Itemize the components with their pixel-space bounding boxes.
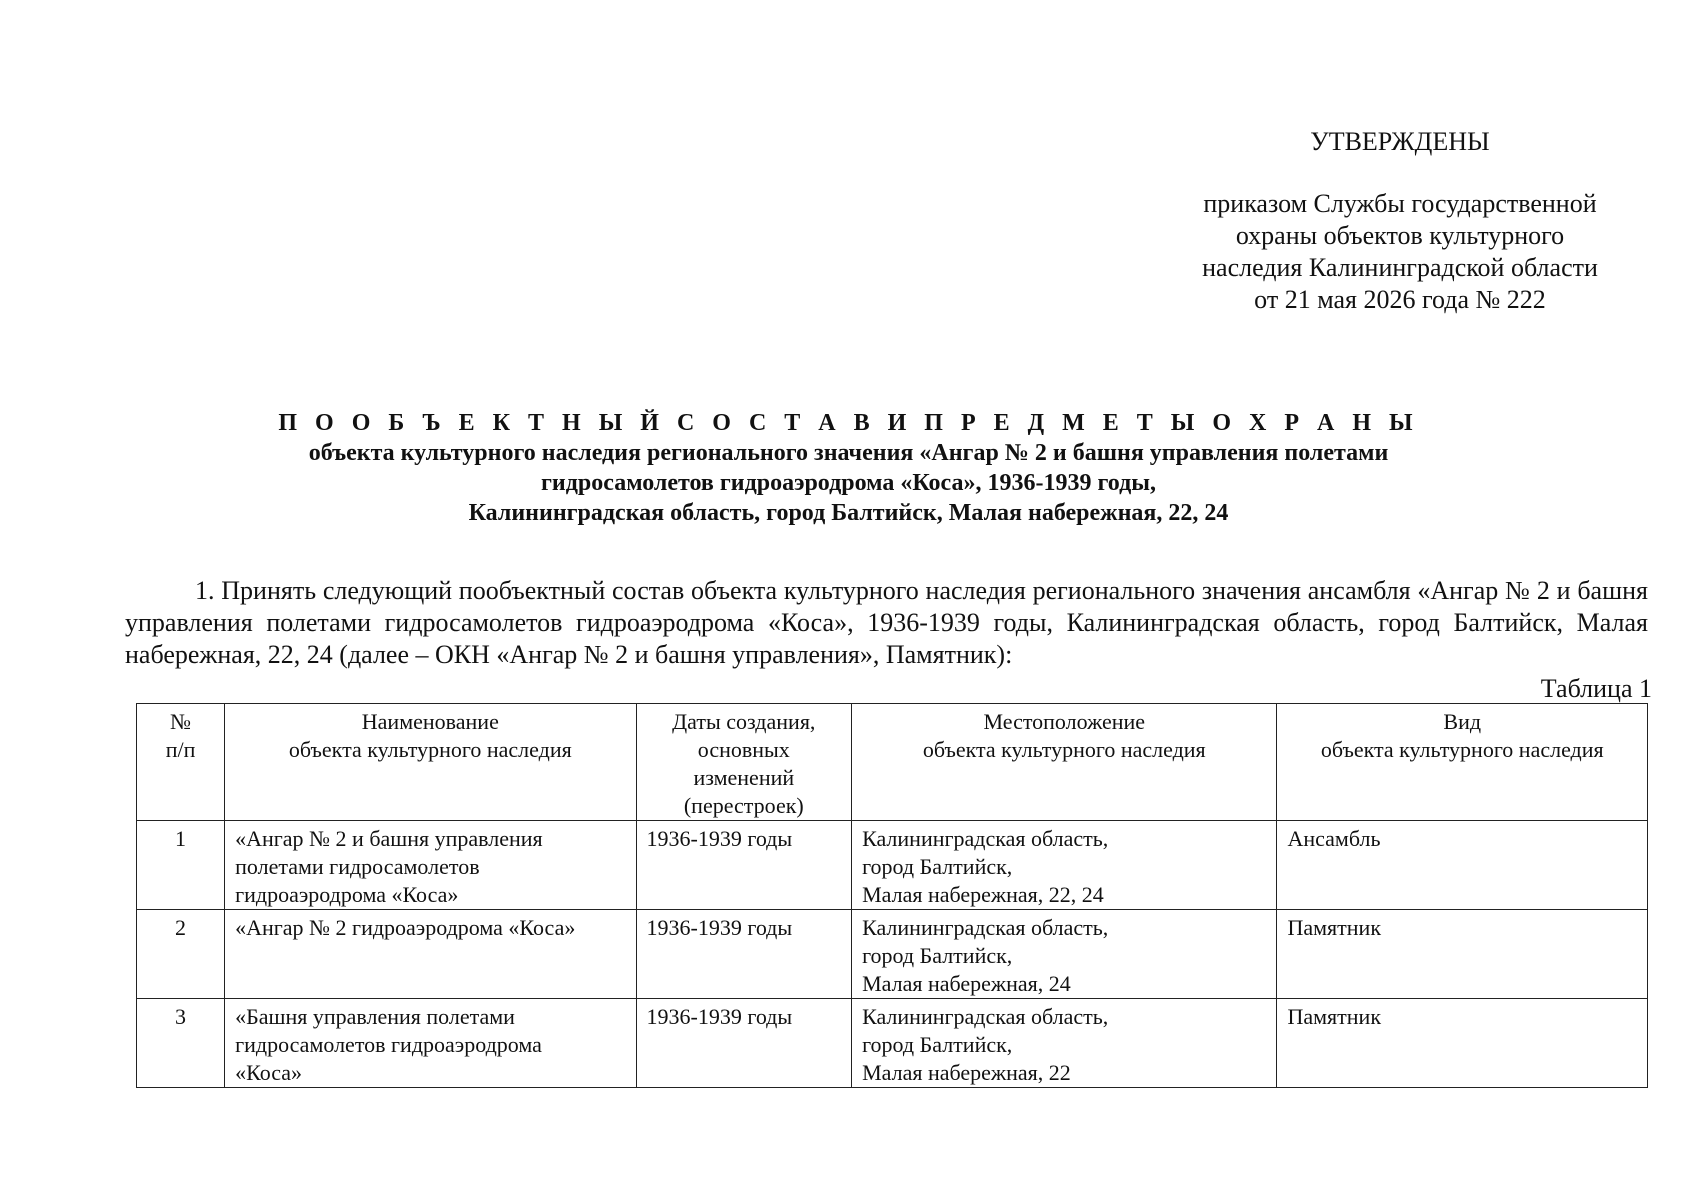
header-text: объекта культурного наследия — [1320, 737, 1604, 762]
header-text: Местоположение — [983, 709, 1146, 734]
header-location — [852, 704, 1277, 821]
approval-line: наследия Калининградской области — [1202, 253, 1598, 282]
cell-text: «Ангар № 2 и башня управления — [235, 826, 543, 851]
header-kind — [1277, 704, 1648, 821]
cell-text: Калининградская область, — [862, 1004, 1109, 1029]
approval-title: УТВЕРЖДЕНЫ — [1310, 127, 1490, 156]
header-date — [636, 704, 852, 821]
objects-table — [136, 703, 1648, 1088]
cell-num: 1 — [137, 821, 225, 910]
document-heading — [100, 408, 1597, 528]
document-subtitle-line: гидросамолетов гидроаэродрома «Коса», 1936-1939 годы, — [541, 470, 1156, 496]
cell-date: 1936-1939 годы — [636, 910, 852, 999]
cell-name — [225, 999, 636, 1088]
cell-text: Малая набережная, 24 — [862, 971, 1071, 996]
header-text: (перестроек) — [683, 793, 804, 818]
cell-text: «Коса» — [235, 1060, 303, 1085]
cell-name — [225, 910, 636, 999]
table-row — [137, 821, 1648, 910]
header-name — [225, 704, 636, 821]
cell-kind: Памятник — [1277, 910, 1648, 999]
cell-kind: Ансамбль — [1277, 821, 1648, 910]
header-text: Наименование — [361, 709, 499, 734]
approval-line: от 21 мая 2026 года № 222 — [1254, 285, 1546, 314]
document-subtitle-line: объекта культурного наследия регионального значения «Ангар № 2 и башня управления полетами — [308, 440, 1389, 466]
table-row — [137, 999, 1648, 1088]
cell-kind: Памятник — [1277, 999, 1648, 1088]
cell-text: гидросамолетов гидроаэродрома — [235, 1032, 542, 1057]
cell-text: Калининградская область, — [862, 826, 1109, 851]
cell-location — [852, 910, 1277, 999]
header-text: Вид — [1443, 709, 1482, 734]
header-text: изменений — [693, 765, 795, 790]
table-caption: Таблица 1 — [1540, 674, 1652, 703]
cell-text: город Балтийск, — [862, 854, 1013, 879]
approval-line: приказом Службы государственной — [1203, 189, 1597, 218]
table-row — [137, 910, 1648, 999]
cell-text: Малая набережная, 22, 24 — [862, 882, 1104, 907]
cell-text: город Балтийск, — [862, 943, 1013, 968]
cell-num: 2 — [137, 910, 225, 999]
cell-text: Малая набережная, 22 — [862, 1060, 1071, 1085]
approval-line: охраны объектов культурного — [1235, 221, 1565, 250]
header-text: Даты создания, — [672, 709, 816, 734]
document-title: П О О Б Ъ Е К Т Н Ы Й С О С Т А В И П Р Е Д М Е Т Ы О Х Р А Н Ы — [278, 410, 1419, 436]
table-header-row — [137, 704, 1648, 821]
approval-block — [1180, 126, 1620, 316]
cell-name — [225, 821, 636, 910]
cell-text: «Ангар № 2 гидроаэродрома «Коса» — [235, 915, 576, 940]
cell-num: 3 — [137, 999, 225, 1088]
cell-date: 1936-1939 годы — [636, 999, 852, 1088]
document-subtitle-line: Калининградская область, город Балтийск, Малая набережная, 22, 24 — [468, 500, 1229, 526]
header-text: объекта культурного наследия — [288, 737, 572, 762]
cell-location — [852, 999, 1277, 1088]
cell-location — [852, 821, 1277, 910]
cell-text: город Балтийск, — [862, 1032, 1013, 1057]
intro-paragraph: 1. Принять следующий пообъектный состав объекта культурного наследия регионального значения ансамбля «Ангар № 2 и башня управления полетами гидросамолетов гидроаэродрома «Коса», 1936-1939 годы, Калининградская область, город Балтийск, Малая набережная, 22, 24 (далее – ОКН «Ангар № 2 и башня управления», Памятник): — [125, 576, 1648, 669]
cell-date: 1936-1939 годы — [636, 821, 852, 910]
cell-text: Калининградская область, — [862, 915, 1109, 940]
header-text: объекта культурного наследия — [922, 737, 1206, 762]
header-text: п/п — [165, 737, 196, 762]
header-text: № — [170, 709, 192, 734]
header-text: основных — [697, 737, 790, 762]
cell-text: «Башня управления полетами — [235, 1004, 515, 1029]
cell-text: гидроаэродрома «Коса» — [235, 882, 459, 907]
header-num — [137, 704, 225, 821]
cell-text: полетами гидросамолетов — [235, 854, 480, 879]
